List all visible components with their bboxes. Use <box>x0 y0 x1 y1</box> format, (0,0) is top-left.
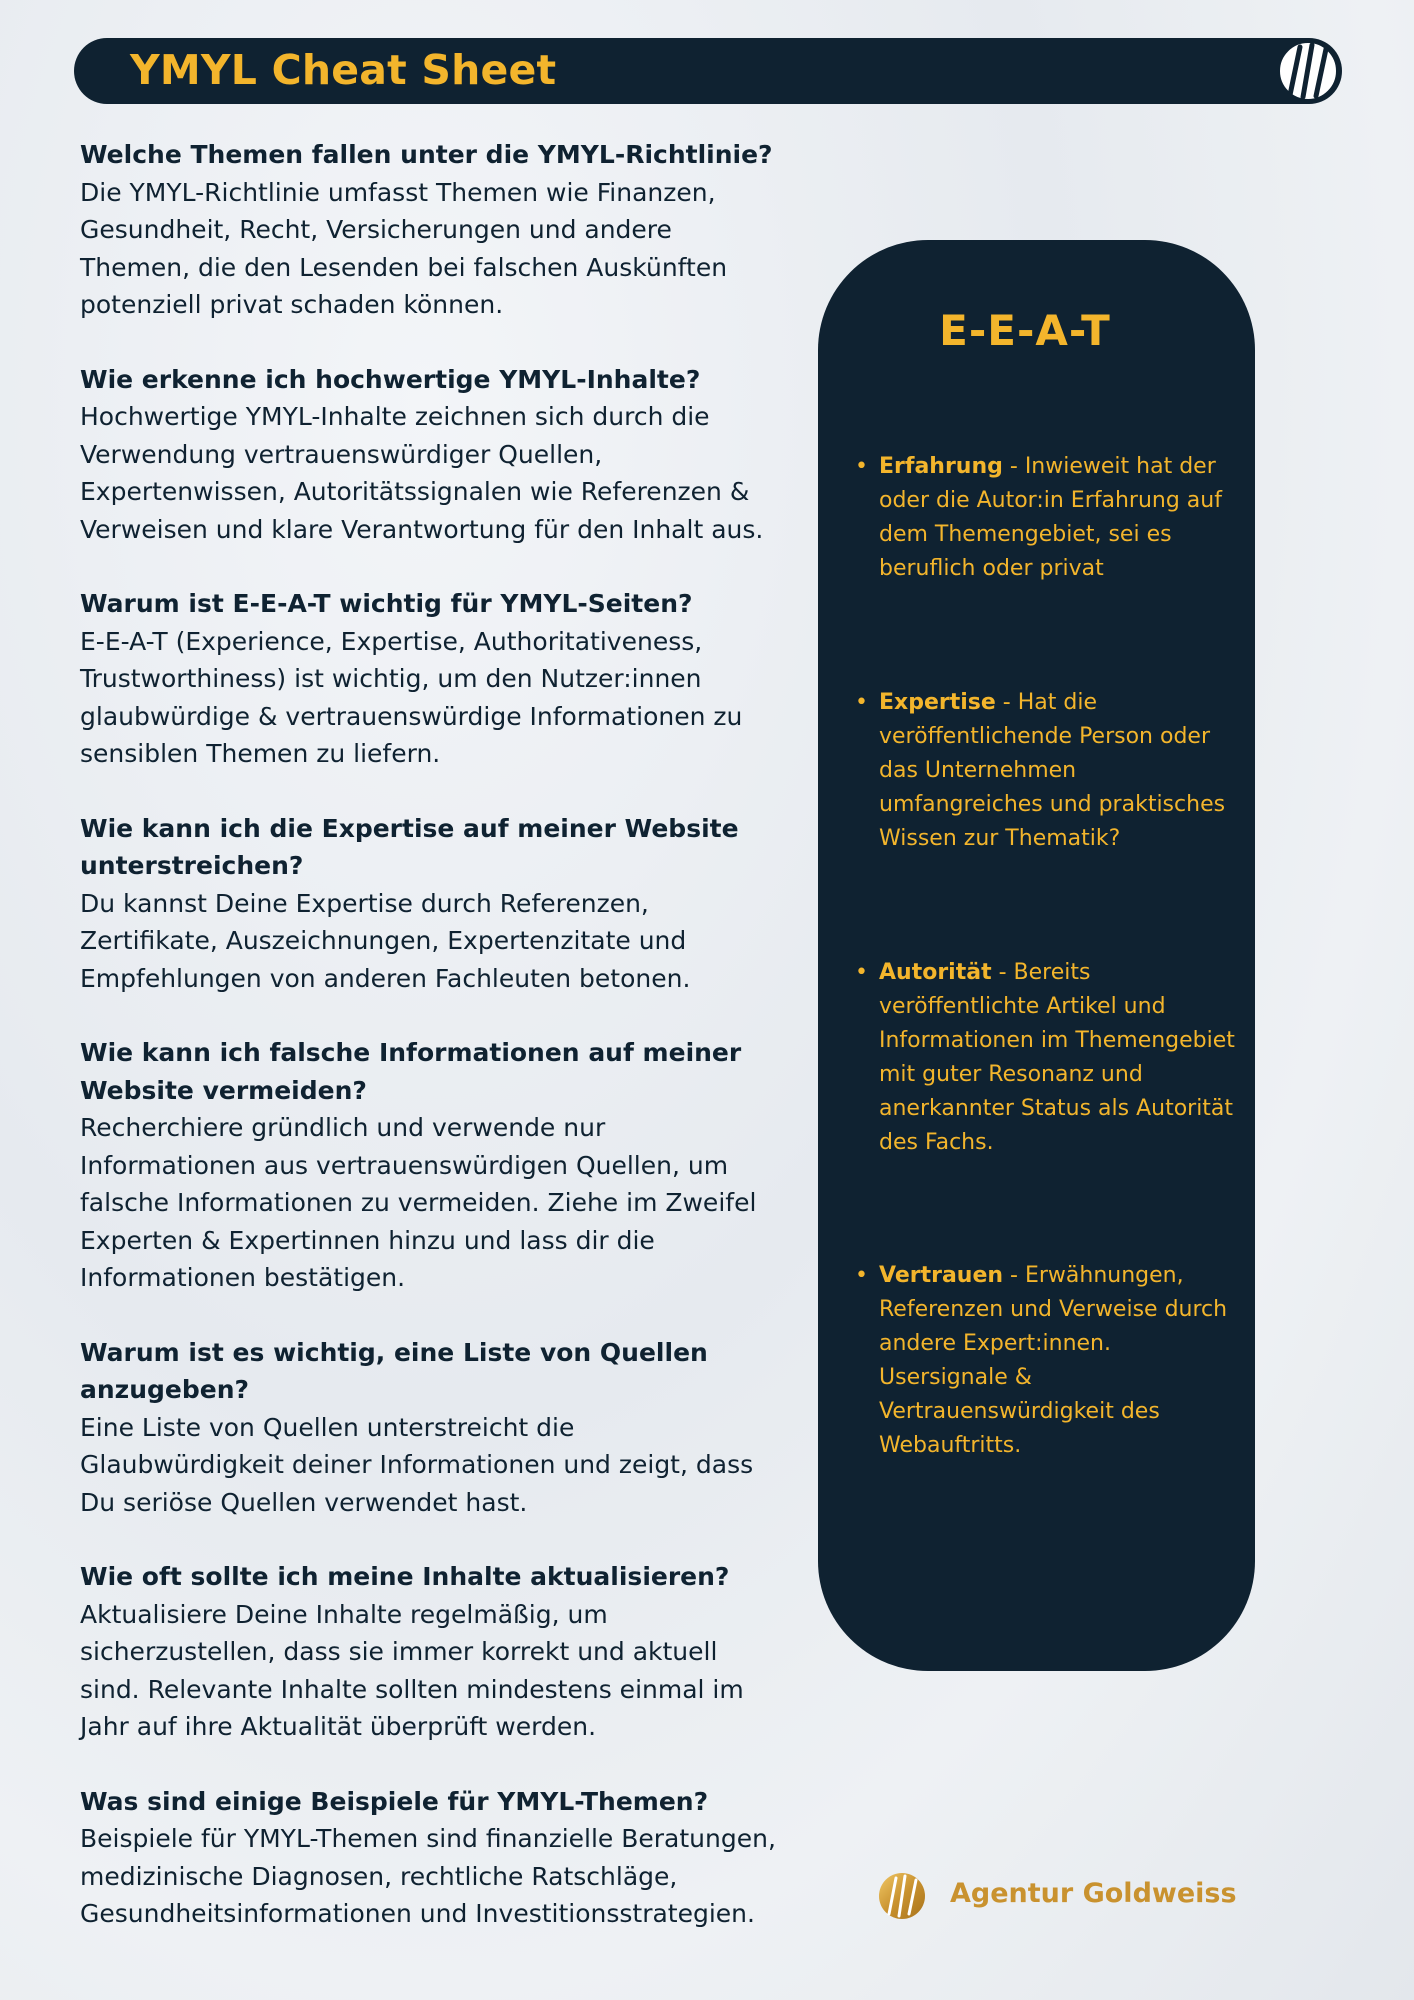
eeat-item-erfahrung <box>855 450 1239 586</box>
faq-item <box>80 810 780 998</box>
eeat-title: E-E-A-T <box>939 306 1111 355</box>
bullet-icon: • <box>855 960 868 985</box>
faq-item <box>80 1034 780 1297</box>
faq-item <box>80 1334 780 1522</box>
eeat-term: Erfahrung <box>879 454 1003 479</box>
faq-item <box>80 1558 780 1746</box>
eeat-description: - Inwieweit hat der oder die Autor:in Erfahrung auf dem Themengebiet, sei es beruflich oder privat <box>879 454 1222 581</box>
faq-item <box>80 136 780 324</box>
faq-answer: Beispiele für YMYL-Themen sind finanzielle Beratungen, medizinische Diagnosen, rechtliche Ratschläge, Gesundheitsinformationen und Investitionsstrategien. <box>80 1824 776 1928</box>
eeat-term: Autorität <box>879 960 992 985</box>
brand-name: Agentur Goldweiss <box>950 1878 1237 1909</box>
faq-item <box>80 1783 780 1933</box>
faq-answer: E-E-A-T (Experience, Expertise, Authoritativeness, Trustworthiness) ist wichtig, um den Nutzer:innen glaubwürdige & vertrauenswürdige Informationen zu sensiblen Themen zu liefern. <box>80 626 743 768</box>
faq-list <box>80 136 780 1970</box>
faq-answer: Hochwertige YMYL-Inhalte zeichnen sich durch die Verwendung vertrauenswürdiger Quellen, Expertenwissen, Autoritätssignalen wie Referenzen & Verweisen und klare Verantwortung für den Inhalt aus. <box>80 402 764 544</box>
goldweiss-logo-icon <box>1276 39 1340 103</box>
bullet-icon: • <box>855 1263 868 1288</box>
faq-question: Wie kann ich falsche Informationen auf meiner Website vermeiden? <box>80 1038 742 1105</box>
eeat-item-autoritaet <box>855 956 1239 1160</box>
faq-answer: Die YMYL-Richtlinie umfasst Themen wie Finanzen, Gesundheit, Recht, Versicherungen und andere Themen, die den Lesenden bei falschen Auskünften potenziell privat schaden können. <box>80 177 728 319</box>
page-title: YMYL Cheat Sheet <box>130 46 557 94</box>
faq-question: Welche Themen fallen unter die YMYL-Richtlinie? <box>80 140 773 169</box>
eeat-description: - Bereits veröffentlichte Artikel und Informationen im Themengebiet mit guter Resonanz und anerkannter Status als Autorität des Fachs. <box>879 960 1235 1155</box>
faq-question: Wie kann ich die Expertise auf meiner Website unterstreichen? <box>80 813 739 880</box>
faq-answer: Recherchiere gründlich und verwende nur Informationen aus vertrauenswürdigen Quellen, um falsche Informationen zu vermeiden. Ziehe im Zweifel Experten & Expertinnen hinzu und lass dir die Informationen bestätigen. <box>80 1113 757 1292</box>
faq-question: Wie oft sollte ich meine Inhalte aktualisieren? <box>80 1562 730 1591</box>
bullet-icon: • <box>855 690 868 715</box>
eeat-panel <box>818 240 1255 1671</box>
faq-question: Was sind einige Beispiele für YMYL-Themen? <box>80 1786 709 1816</box>
faq-item <box>80 585 780 773</box>
eeat-term: Expertise <box>879 690 996 715</box>
faq-answer: Du kannst Deine Expertise durch Referenzen, Zertifikate, Auszeichnungen, Expertenzitate und Empfehlungen von anderen Fachleuten betonen. <box>80 888 691 993</box>
bullet-icon: • <box>855 454 868 479</box>
eeat-term: Vertrauen <box>879 1263 1004 1288</box>
faq-question: Warum ist E-E-A-T wichtig für YMYL-Seiten? <box>80 589 693 618</box>
eeat-item-expertise <box>855 686 1239 856</box>
goldweiss-brand-icon <box>878 1872 926 1920</box>
eeat-description: - Erwähnungen, Referenzen und Verweise durch andere Expert:innen. Usersignale & Vertrauenswürdigkeit des Webauftritts. <box>879 1263 1228 1458</box>
faq-answer: Aktualisiere Deine Inhalte regelmäßig, um sicherzustellen, dass sie immer korrekt und aktuell sind. Relevante Inhalte sollten mindestens einmal im Jahr auf ihre Aktualität überprüft werden. <box>80 1599 744 1741</box>
faq-item <box>80 361 780 549</box>
eeat-item-vertrauen <box>855 1259 1239 1463</box>
faq-question: Wie erkenne ich hochwertige YMYL-Inhalte? <box>80 364 701 394</box>
eeat-description: - Hat die veröffentlichende Person oder das Unternehmen umfangreiches und praktisches Wissen zur Thematik? <box>879 690 1226 851</box>
faq-question: Warum ist es wichtig, eine Liste von Quellen anzugeben? <box>80 1337 708 1404</box>
faq-answer: Eine Liste von Quellen unterstreicht die Glaubwürdigkeit deiner Informationen und zeigt, dass Du seriöse Quellen verwendet hast. <box>80 1412 754 1517</box>
header-bar <box>74 38 1342 104</box>
